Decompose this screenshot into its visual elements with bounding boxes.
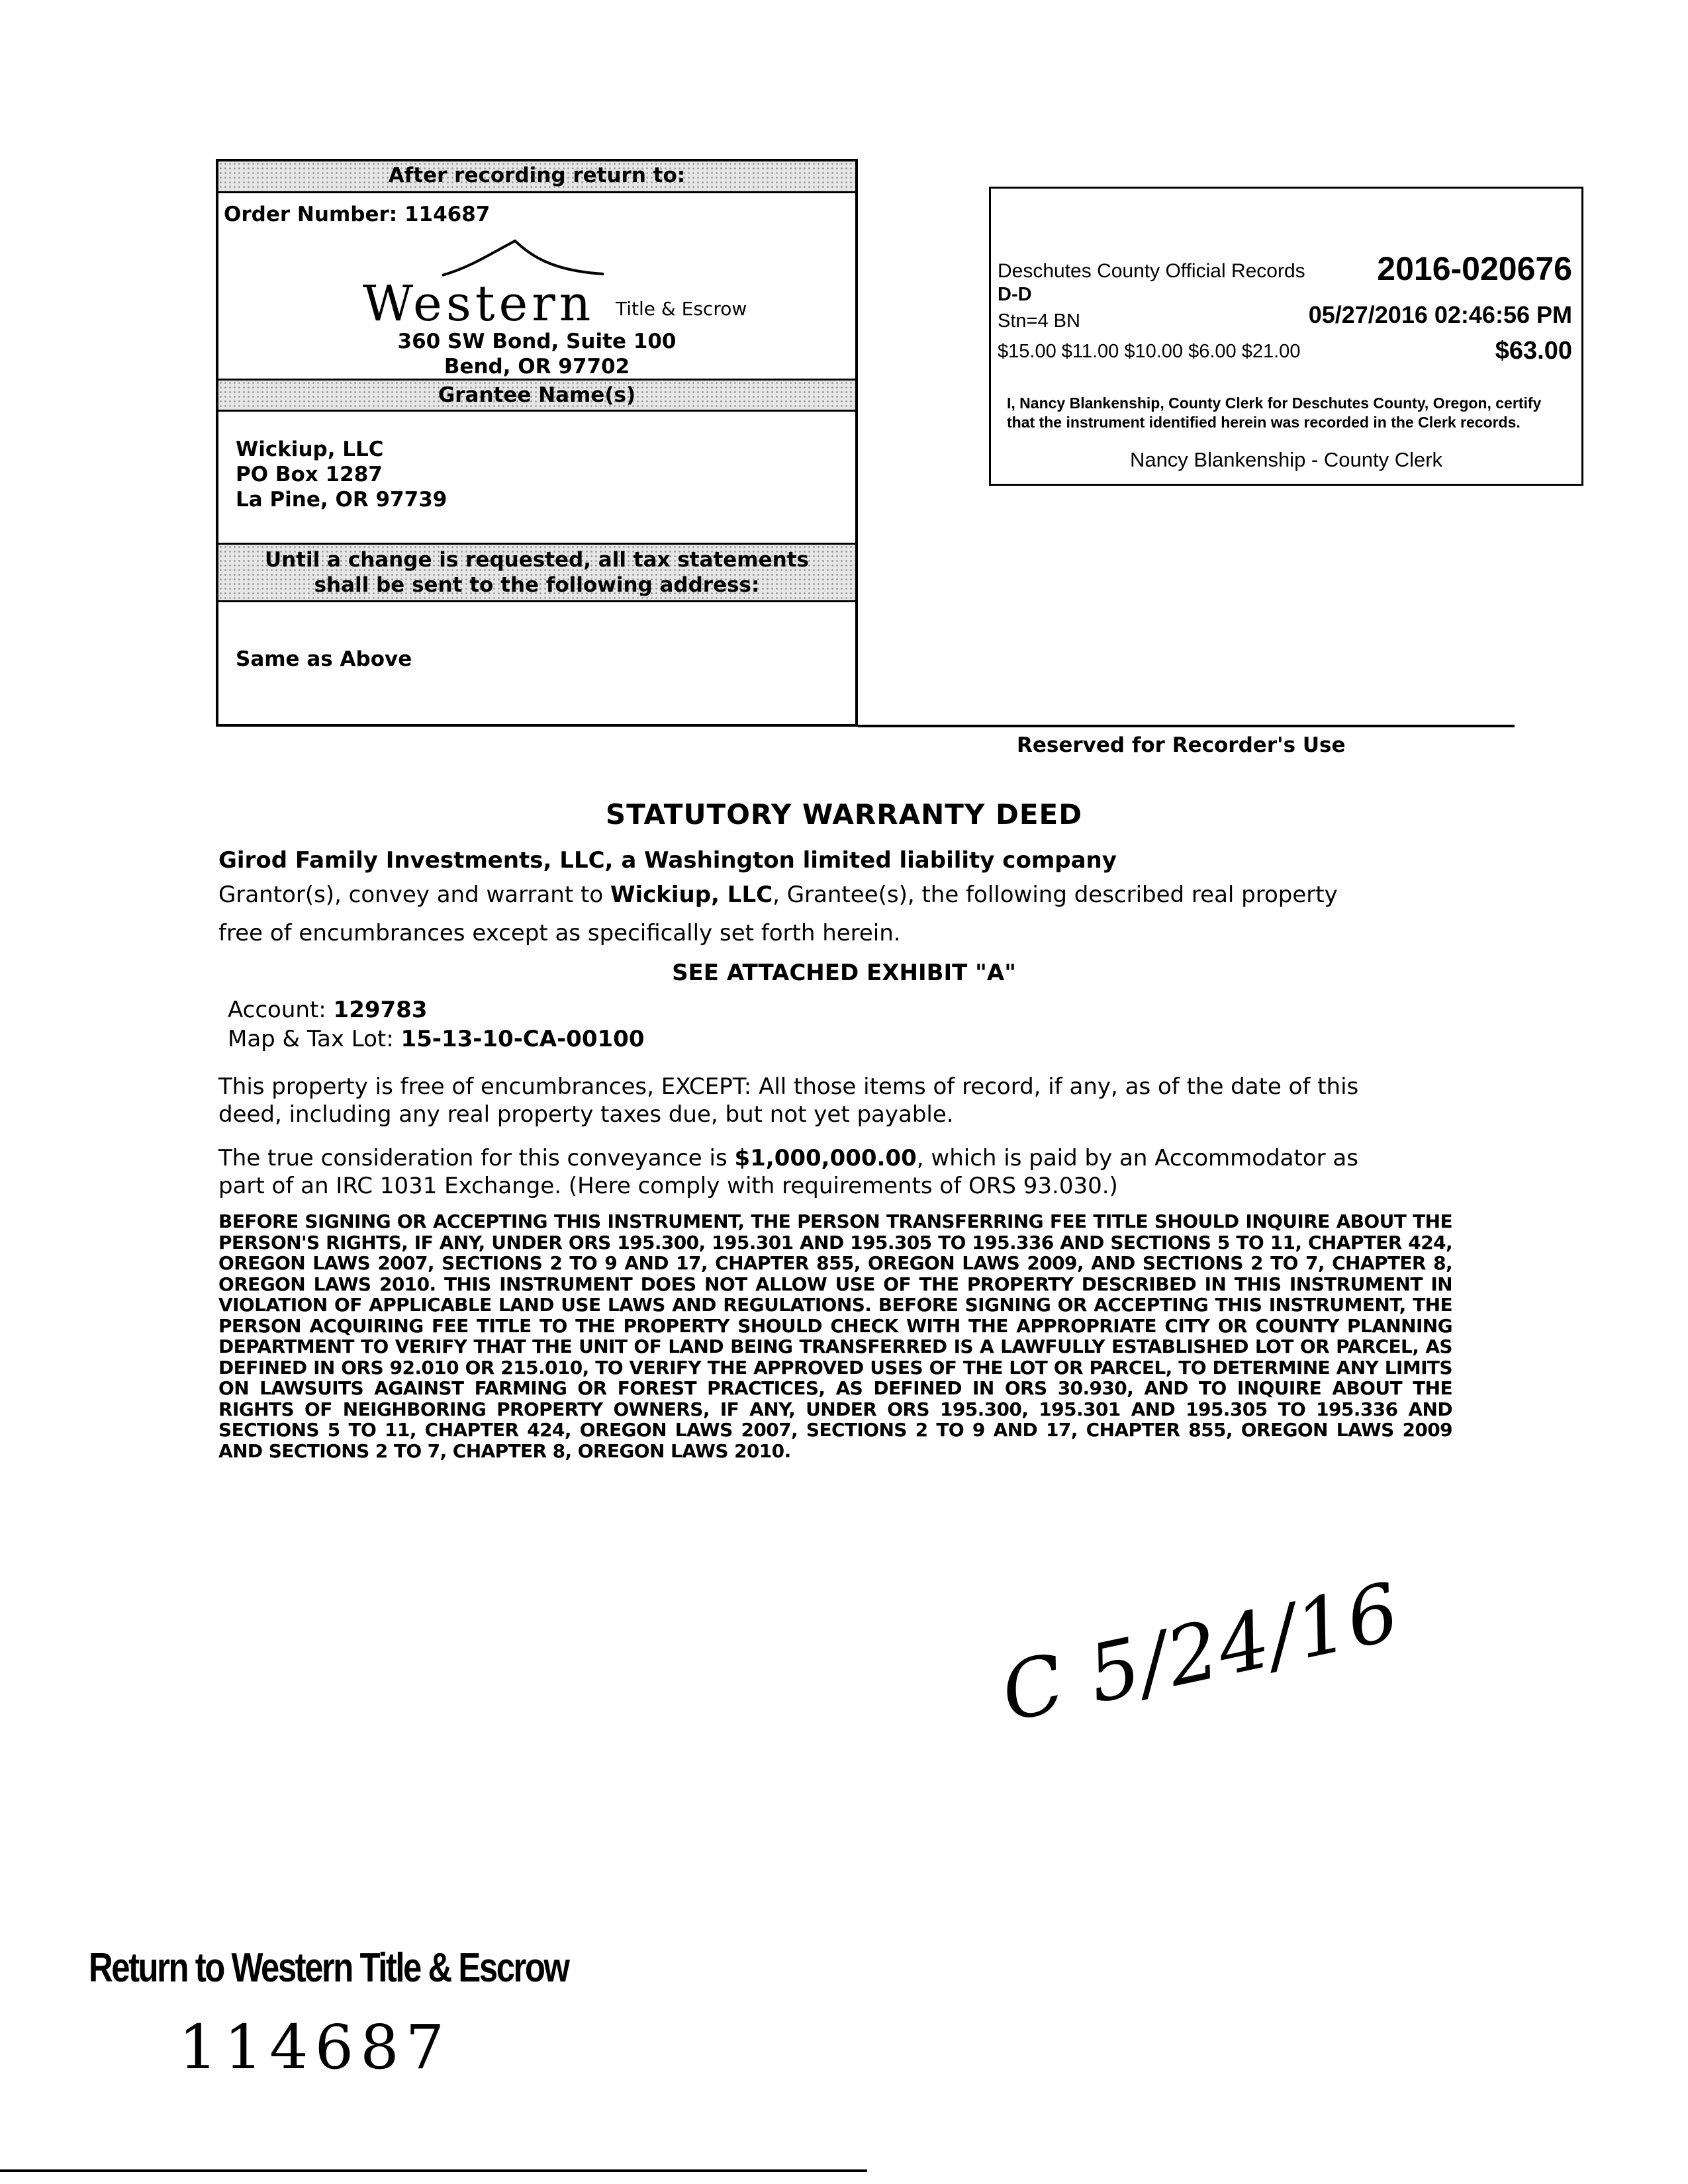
recording-datetime: 05/27/2016 02:46:56 PM bbox=[1308, 301, 1572, 328]
order-number-line bbox=[224, 203, 490, 226]
recording-total: $63.00 bbox=[1495, 337, 1572, 365]
grantee-line: Wickiup, LLC bbox=[236, 437, 384, 461]
grantee-name: Wickiup, LLC bbox=[610, 882, 773, 908]
handwritten-order-number: 114687 bbox=[179, 2012, 451, 2083]
tax-statement-header bbox=[218, 543, 855, 602]
encumbrance-line-1: This property is free of encumbrances, EXCEPT: All those items of record, if any, as of the date of this bbox=[218, 1073, 1359, 1100]
account-line bbox=[228, 997, 428, 1023]
company-logo-suffix: Title & Escrow bbox=[616, 298, 747, 320]
order-number: 114687 bbox=[404, 203, 491, 226]
grantor-name: Girod Family Investments, LLC, a Washington limited liability company bbox=[218, 847, 1117, 874]
statutory-notice: BEFORE SIGNING OR ACCEPTING THIS INSTRUMENT, THE PERSON TRANSFERRING FEE TITLE SHOULD INQUIRE ABOUT THE PERSON'S RIGHTS, IF ANY, UNDER ORS 195.300, 195.301 AND 195.305 TO 195.336 AND SECTIONS 5 TO 11, CHAPTER 424, OREGON LAWS 2007, SECTIONS 2 TO 9 AND 17, CHAPTER 855, OREGON LAWS 2009, AND SECTIONS 2 TO 7, CHAPTER 8, OREGON LAWS 2010. THIS INSTRUMENT DOES NOT ALLOW USE OF THE PROPERTY DESCRIBED IN THIS INSTRUMENT IN VIOLATION OF APPLICABLE LAND USE LAWS AND REGULATIONS. BEFORE SIGNING OR ACCEPTING THIS INSTRUMENT, THE PERSON ACQUIRING FEE TITLE TO THE PROPERTY SHOULD CHECK WITH THE APPROPRIATE CITY OR COUNTY PLANNING DEPARTMENT TO VERIFY THAT THE UNIT OF LAND BEING TRANSFERRED IS A LAWFULLY ESTABLISHED LOT OR PARCEL, AS DEFINED IN ORS 92.010 OR 215.010, TO VERIFY THE APPROVED USES OF THE LOT OR PARCEL, TO DETERMINE ANY LIMITS ON LAWSUITS AGAINST FARMING OR FOREST PRACTICES, AS DEFINED IN ORS 30.930, AND TO INQUIRE ABOUT THE RIGHTS OF NEIGHBORING PROPERTY OWNERS, IF ANY, UNDER ORS 195.300, 195.301 AND 195.305 TO 195.336 AND SECTIONS 5 TO 11, CHAPTER 424, OREGON LAWS 2007, SECTIONS 2 TO 9 AND 17, CHAPTER 855, OREGON LAWS 2009 AND SECTIONS 2 TO 7, CHAPTER 8, OREGON LAWS 2010. bbox=[218, 1210, 1452, 1462]
record-number: 2016-020676 bbox=[1377, 250, 1572, 287]
tax-header-line-2: shall be sent to the following address: bbox=[314, 573, 760, 597]
consideration-line-2: part of an IRC 1031 Exchange. (Here comply with requirements of ORS 93.030.) bbox=[218, 1173, 1118, 1199]
station-code: Stn=4 BN bbox=[998, 310, 1080, 332]
handwritten-initial-date: C 5/24/16 bbox=[994, 1566, 1409, 1740]
company-logo-name: Western bbox=[363, 275, 595, 332]
conveyance-text: Grantor(s), convey and warrant to bbox=[218, 882, 610, 908]
order-label: Order Number: bbox=[224, 203, 398, 226]
map-label: Map & Tax Lot: bbox=[228, 1026, 394, 1052]
conveyance-text: , Grantee(s), the following described real property bbox=[773, 882, 1338, 908]
account-number: 129783 bbox=[333, 997, 428, 1023]
consideration-text: The true consideration for this conveyance is bbox=[218, 1145, 735, 1171]
official-records-stamp bbox=[989, 187, 1583, 486]
exhibit-reference: SEE ATTACHED EXHIBIT "A" bbox=[672, 960, 1016, 986]
clerk-certification: I, Nancy Blankenship, County Clerk for Deschutes County, Oregon, certify that the instrument identified herein was recorded in the Clerk records. bbox=[1007, 394, 1542, 431]
county-records-label: Deschutes County Official Records bbox=[998, 260, 1305, 282]
grantee-line: La Pine, OR 97739 bbox=[236, 488, 447, 512]
account-label: Account: bbox=[228, 997, 326, 1023]
western-logo-swoosh-icon bbox=[437, 234, 609, 281]
recording-fees: $15.00 $11.00 $10.00 $6.00 $21.00 bbox=[998, 341, 1301, 362]
recording-return-box bbox=[216, 159, 858, 727]
grantee-address bbox=[236, 437, 447, 512]
return-header: After recording return to: bbox=[218, 161, 855, 193]
recorder-divider bbox=[858, 725, 1515, 727]
map-number: 15-13-10-CA-00100 bbox=[400, 1026, 645, 1052]
consideration-line-1 bbox=[218, 1145, 1358, 1171]
clerk-signature: Nancy Blankenship - County Clerk bbox=[1129, 448, 1443, 471]
conveyance-line-1 bbox=[218, 882, 1338, 908]
encumbrance-line-2: deed, including any real property taxes due, but not yet payable. bbox=[218, 1101, 954, 1128]
return-to-stamp: Return to Western Title & Escrow bbox=[89, 1945, 569, 1991]
recorder-use-label: Reserved for Recorder's Use bbox=[1017, 733, 1346, 757]
consideration-amount: $1,000,000.00 bbox=[734, 1145, 917, 1171]
conveyance-line-2: free of encumbrances except as specifically set forth herein. bbox=[218, 920, 901, 946]
grantee-header: Grantee Name(s) bbox=[218, 379, 855, 412]
grantee-line: PO Box 1287 bbox=[236, 463, 383, 486]
tax-header-line-1: Until a change is requested, all tax statements bbox=[265, 548, 809, 572]
bottom-edge-line bbox=[0, 2169, 867, 2172]
map-tax-lot-line bbox=[228, 1026, 644, 1052]
consideration-text: , which is paid by an Accommodator as bbox=[916, 1145, 1358, 1171]
deed-title: STATUTORY WARRANTY DEED bbox=[605, 798, 1083, 831]
tax-statement-address: Same as Above bbox=[236, 647, 412, 671]
company-address-line-2: Bend, OR 97702 bbox=[444, 355, 630, 379]
company-address-line-1: 360 SW Bond, Suite 100 bbox=[397, 330, 677, 353]
document-type: D-D bbox=[998, 284, 1032, 305]
